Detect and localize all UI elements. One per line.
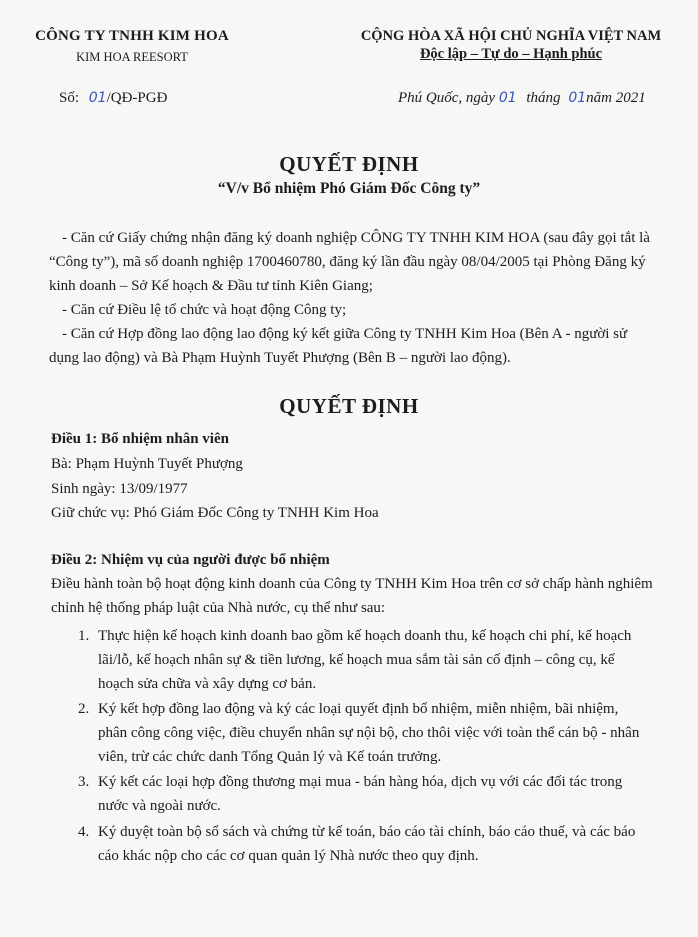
company-name: CÔNG TY TNHH KIM HOA bbox=[35, 28, 229, 44]
company-subname: KIM HOA REESORT bbox=[76, 50, 188, 64]
decision-title: QUYẾT ĐỊNH bbox=[279, 394, 419, 418]
date-year: năm 2021 bbox=[586, 90, 646, 106]
document-number bbox=[59, 90, 167, 107]
item-text: Thực hiện kế hoạch kinh doanh bao gồm kế hoạch doanh thu, kế hoạch chi phí, kế hoạch lãi/lỗ, kế hoạch nhân sự & tiền lương, kế hoạch mua sắm tài sản cố định – công cụ, kế hoạch sửa chữa và xây dựng cơ bản. bbox=[98, 628, 632, 692]
list-item bbox=[78, 697, 668, 769]
article-2-intro: Điều hành toàn bộ hoạt động kinh doanh của Công ty TNHH Kim Hoa trên cơ sở chấp hành nghiêm chỉnh hệ thống pháp luật của Nhà nước, cụ thể như sau: bbox=[51, 576, 653, 616]
national-motto: Độc lập – Tự do – Hạnh phúc bbox=[419, 46, 603, 62]
item-number: 2. bbox=[78, 701, 90, 717]
basis-3: - Căn cứ Hợp đồng lao động lao động ký kết giữa Công ty TNHH Kim Hoa (Bên A - người sử dụng lao động) và Bà Phạm Huỳnh Tuyết Phượng (Bên B – người lao động). bbox=[49, 326, 628, 366]
national-title: CỘNG HÒA XÃ HỘI CHỦ NGHĨA VIỆT NAM bbox=[360, 28, 662, 44]
basis-1: - Căn cứ Giấy chứng nhận đăng ký doanh nghiệp CÔNG TY TNHH KIM HOA (sau đây gọi tắt là “Công ty”), mã số doanh nghiệp 1700460780, đăng ký lần đầu ngày 08/04/2005 tại Phòng Đăng ký kinh doanh – Sở Kế hoạch & Đầu tư tỉnh Kiên Giang; bbox=[49, 230, 650, 294]
appointee-name: Bà: Phạm Huỳnh Tuyết Phượng bbox=[51, 456, 243, 472]
document-subtitle: “V/v Bổ nhiệm Phó Giám Đốc Công ty” bbox=[217, 180, 481, 197]
appointee-dob: Sinh ngày: 13/09/1977 bbox=[51, 481, 188, 497]
date-day: 01 bbox=[498, 90, 517, 106]
number-suffix: /QĐ-PGĐ bbox=[106, 90, 168, 106]
item-text: Ký kết hợp đồng lao động và ký các loại quyết định bổ nhiệm, miễn nhiệm, bãi nhiệm, phân công công việc, điều chuyển nhân sự nội bộ, cho thôi việc với toàn thể cán bộ - nhân viên, trừ các chức danh Tổng Quản lý và Kế toán trưởng. bbox=[98, 701, 640, 765]
date-month-label: tháng bbox=[526, 90, 561, 106]
date-month: 01 bbox=[568, 90, 587, 106]
item-number: 3. bbox=[78, 774, 90, 790]
list-item bbox=[78, 624, 668, 696]
item-text: Ký kết các loại hợp đồng thương mại mua - bán hàng hóa, dịch vụ với các đối tác trong nước và ngoài nước. bbox=[98, 774, 623, 814]
item-text: Ký duyệt toàn bộ sổ sách và chứng từ kế toán, báo cáo tài chính, báo cáo thuế, và các báo cáo khác nộp cho các cơ quan quản lý Nhà nước theo quy định. bbox=[98, 824, 636, 864]
document-title: QUYẾT ĐỊNH bbox=[279, 152, 419, 176]
list-item bbox=[78, 770, 668, 818]
appointee-position: Giữ chức vụ: Phó Giám Đốc Công ty TNHH Kim Hoa bbox=[51, 505, 379, 521]
article-1-heading: Điều 1: Bổ nhiệm nhân viên bbox=[51, 431, 229, 447]
item-number: 4. bbox=[78, 824, 90, 840]
date-line bbox=[398, 90, 646, 107]
number-handwritten: 01 bbox=[88, 90, 107, 106]
date-place: Phú Quốc, ngày bbox=[398, 90, 496, 106]
item-number: 1. bbox=[78, 628, 90, 644]
article-2-heading: Điều 2: Nhiệm vụ của người được bổ nhiệm bbox=[51, 552, 330, 568]
list-item bbox=[78, 820, 668, 868]
basis-2: - Căn cứ Điều lệ tổ chức và hoạt động Công ty; bbox=[62, 302, 347, 318]
number-prefix: Số: bbox=[59, 90, 80, 106]
